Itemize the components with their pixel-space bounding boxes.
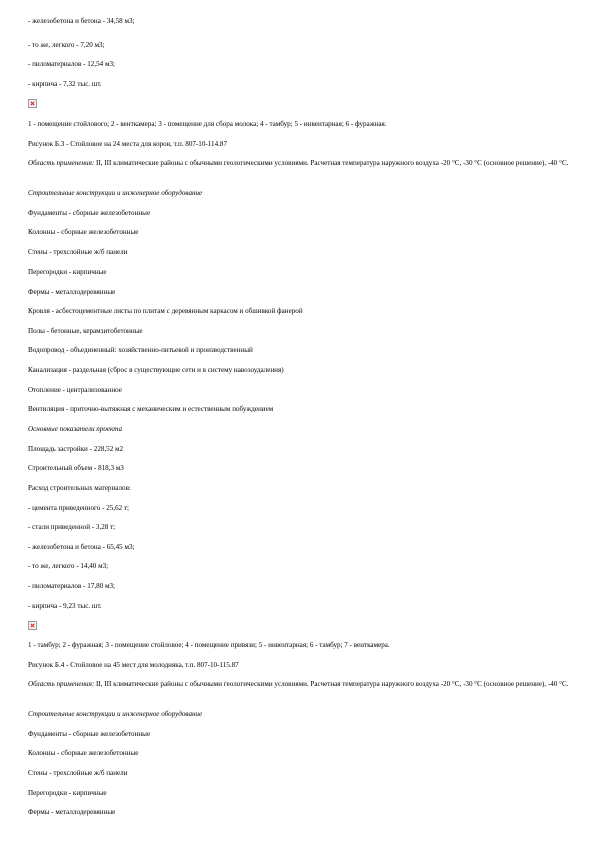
construction-line: Колонны - сборные железобетонные <box>28 749 139 757</box>
scope-paragraph <box>28 159 573 168</box>
construction-line: Канализация - раздельная (сброс в существующие сети и в систему навозоудаления) <box>28 366 284 374</box>
indicator-line: - кирпича - 9,23 тыс. шт. <box>28 602 102 610</box>
scope-paragraph <box>28 680 573 689</box>
section-heading: Строительные конструкции и инженерное оборудование <box>28 189 203 197</box>
construction-line: Стены - трехслойные ж/б панели <box>28 769 128 777</box>
construction-line: Фермы - металлодеревянные <box>28 808 116 816</box>
construction-line: Фундаменты - сборные железобетонные <box>28 730 151 738</box>
material-line: - кирпича - 7,32 тыс. шт. <box>28 80 102 88</box>
indicator-line: Строительный объем - 818,3 м3 <box>28 464 124 472</box>
construction-line: Колонны - сборные железобетонные <box>28 228 139 236</box>
construction-line: Стены - трехслойные ж/б панели <box>28 248 128 256</box>
figure-legend: 1 - тамбур; 2 - фуражная; 3 - помещение стойловое; 4 - помещение привязи; 5 - инвентарная; 6 - тамбур; 7 - венткамера. <box>28 641 390 649</box>
construction-line: Полы - бетонные, керамзитобетонные <box>28 327 143 335</box>
section-heading: Основные показатели проекта <box>28 425 123 433</box>
broken-image-icon <box>28 621 37 630</box>
figure-caption: Рисунок Б.4 - Стойловое на 45 мест для молодняка, т.п. 807-10-115.87 <box>28 661 239 669</box>
construction-line: Кровля - асбестоцементные листы по плитам с деревянным каркасом и обшивкой фанерой <box>28 307 303 315</box>
material-line: - то же, легкого - 7,20 м3; <box>28 41 105 49</box>
construction-line: Водопровод - объединенный: хозяйственно-питьевой и производственный <box>28 346 253 354</box>
figure-legend: 1 - помещение стойлового; 2 - венткамера; 3 - помещение для сбора молока; 4 - тамбур; 5 - инвентарная; 6 - фуражная. <box>28 120 387 128</box>
construction-line: Фундаменты - сборные железобетонные <box>28 209 151 217</box>
indicator-line: - цемента приведенного - 25,62 т; <box>28 504 130 512</box>
indicator-line: - пиломатериалов - 17,80 м3; <box>28 582 115 590</box>
section-heading: Строительные конструкции и инженерное оборудование <box>28 710 203 718</box>
indicator-line: Расход строительных материалов: <box>28 484 131 492</box>
construction-line: Фермы - металлодеревянные <box>28 288 116 296</box>
scope-label: Область применения: <box>28 680 95 688</box>
construction-line: Перегородки - кирпичные <box>28 268 107 276</box>
construction-line: Вентиляция - приточно-вытяжная с механическим и естественным побуждением <box>28 405 274 413</box>
indicator-line: - железобетона и бетона - 65,45 м3; <box>28 543 135 551</box>
scope-text: II, III климатические районы с обычными геологическими условиями. Расчетная температура наружного воздуха -20 °С, -30 °С (основное решение), -40 °С. <box>94 159 569 167</box>
scope-label: Область применения: <box>28 159 95 167</box>
figure-caption: Рисунок Б.3 - Стойловое на 24 места для коров, т.п. 807-10-114.87 <box>28 140 227 148</box>
construction-line: Отопление - централизованное <box>28 386 122 394</box>
construction-line: Перегородки - кирпичные <box>28 789 107 797</box>
material-line: - железобетона и бетона - 34,58 м3; <box>28 17 135 25</box>
indicator-line: Площадь застройки - 228,52 м2 <box>28 445 124 453</box>
scope-text: II, III климатические районы с обычными геологическими условиями. Расчетная температура наружного воздуха -20 °С, -30 °С (основное решение), -40 °С. <box>94 680 569 688</box>
indicator-line: - то же, легкого - 14,40 м3; <box>28 562 109 570</box>
broken-image-icon <box>28 99 37 108</box>
material-line: - пиломатериалов - 12,54 м3; <box>28 60 115 68</box>
indicator-line: - стали приведенной - 3,28 т; <box>28 523 116 531</box>
